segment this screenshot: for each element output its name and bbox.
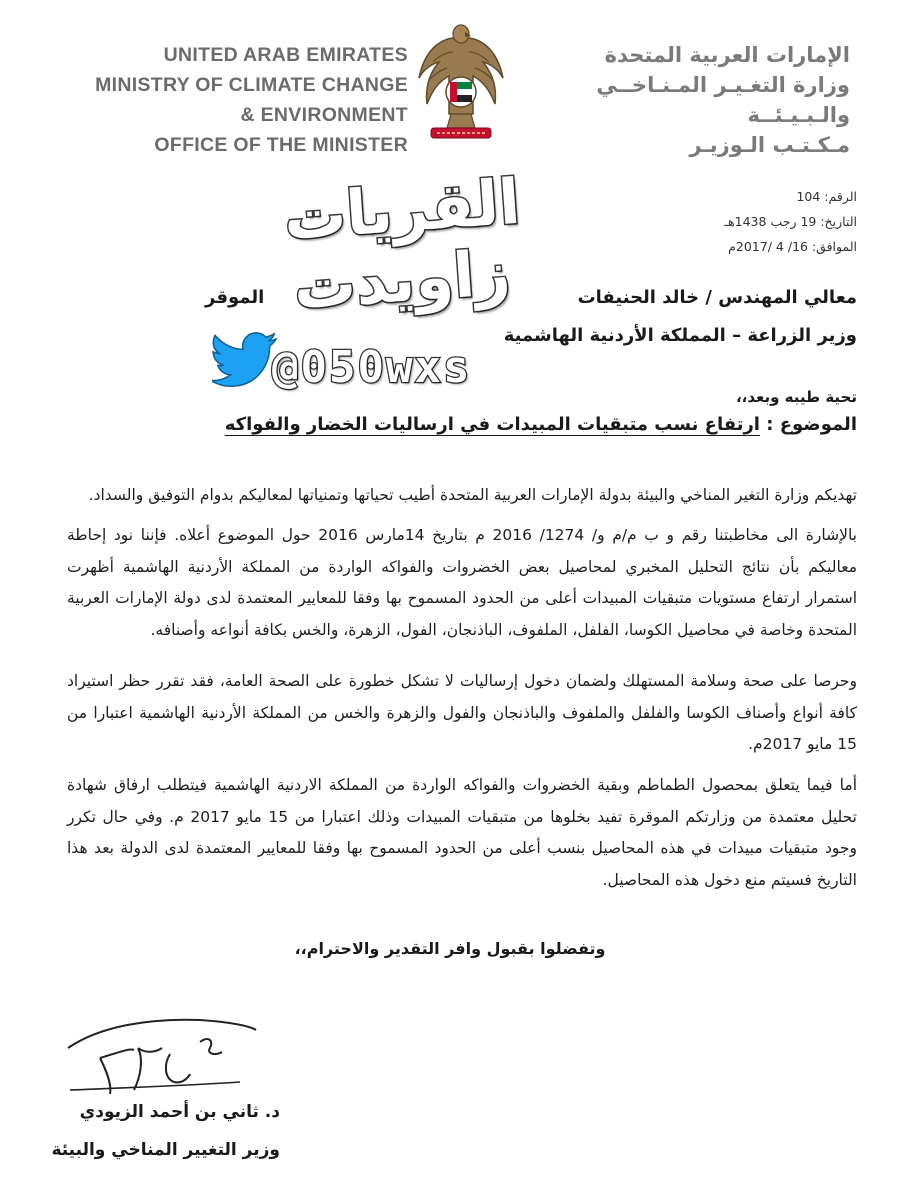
- letterhead-en-line-2: MINISTRY OF CLIMATE CHANGE: [95, 74, 408, 96]
- paragraph-reference: بالإشارة الى مخاطبتنا رقم و ب م/م و/ 1274/ 2016 م بتاريخ 14مارس 2016 حول الموضوع أعلاه. فإننا نود إحاطة معاليكم بأن نتائج التحليل المخبري لمحاصيل بعض الخضروات والفواكه الواردة من المملكة الأردنية الهاشمية أظهرت استمرار ارتفاع مستويات متبقيات المبيدات أعلى من الحدود المسموح بها وفقا للمعايير المعتمدة لدى دولة الإمارات العربية المتحدة وخاصة في محاصيل الكوسا، الفلفل، الملفوف، الباذنجان، الفول، الزهرة، والخس بكافة أنواعه وأصنافه.: [67, 526, 857, 639]
- subject-text: ارتفاع نسب متبقيات المبيدات في ارساليات الخضار والفواكه: [224, 414, 760, 435]
- closing-line: وتفضلوا بقبول وافر التقدير والاحترام،،: [294, 939, 606, 958]
- reference-number: الرقم: 104: [796, 189, 857, 204]
- watermark: [212, 164, 572, 410]
- letterhead-en-line-4: OFFICE OF THE MINISTER: [154, 134, 408, 156]
- paragraph-ban: وحرصا على صحة وسلامة المستهلك ولضمان دخول إرساليات لا تشكل خطورة على الصحة العامة، فقد تقرر حظر استيراد كافة أنواع وأصناف الكوسا والفلفل والملفوف والباذنجان والفول والزهرة والخس من المملكة الأردنية الهاشمية اعتبارا من 15 مايو 2017م.: [67, 672, 857, 753]
- addressee-honorific: الموقر: [205, 287, 265, 308]
- uae-falcon-emblem-icon: [413, 18, 509, 148]
- subject-label: الموضوع :: [766, 414, 857, 435]
- paragraph-certificate: أما فيما يتعلق بمحصول الطماطم وبقية الخضروات والفواكه الواردة من المملكة الاردنية الهاشمية فيتطلب ارفاق شهادة تحليل معتمدة من وزارتكم الموقرة تفيد بخلوها من متبقيات المبيدات وذلك اعتبارا من 15 مايو 2017 م. وفي حال تكرر وجود متبقيات مبيدات في هذه المحاصيل بنسب أعلى من الحدود المسموح بها وفقا للمعايير المعتمدة لدى الدولة بعد هذا التاريخ فسيتم منع دخول هذه المحاصيل.: [67, 776, 857, 889]
- handwritten-signature: [60, 1008, 280, 1098]
- watermark-line-1: القريات: [281, 164, 523, 255]
- signatory-name: د. ثاني بن أحمد الزيودي: [79, 1102, 280, 1122]
- twitter-bird-icon: [212, 332, 278, 388]
- addressee-title: وزير الزراعة – المملكة الأردنية الهاشمية: [503, 325, 857, 346]
- greeting: تحية طيبه وبعد،،: [735, 388, 857, 406]
- reference-date-gregorian: الموافق: 16/ 4 /2017م: [728, 239, 857, 254]
- letterhead-arabic: [510, 40, 850, 160]
- signatory-title: وزير التغيير المناخي والبيئة: [51, 1140, 280, 1160]
- watermark-line-2: زاويدت: [291, 235, 513, 324]
- letterhead-ar-line-2: وزارة التغـيـر المـنـاخــي: [596, 73, 850, 97]
- reference-block: [557, 184, 857, 259]
- paragraph-intro: تهديكم وزارة التغير المناخي والبيئة بدولة الإمارات العربية المتحدة أطيب تحياتها وتمنياتها لمعاليكم بدوام التوفيق والسداد.: [88, 486, 857, 504]
- letterhead-en-line-1: UNITED ARAB EMIRATES: [163, 44, 408, 66]
- reference-date-hijri: التاريخ: 19 رجب 1438هـ: [724, 214, 857, 229]
- subject-line: [157, 410, 857, 440]
- letterhead-ar-line-4: مـكـتـب الـوزيـر: [689, 133, 850, 157]
- letterhead-en-line-3: & ENVIRONMENT: [240, 104, 408, 126]
- letterhead-english: [88, 40, 408, 160]
- letterhead-ar-line-3: والـبـيـئــة: [747, 103, 850, 127]
- watermark-handle: @050wxs: [272, 342, 472, 393]
- addressee-name: معالي المهندس / خالد الحنيفات: [577, 287, 857, 308]
- letterhead-ar-line-1: الإمارات العربية المتحدة: [604, 43, 850, 67]
